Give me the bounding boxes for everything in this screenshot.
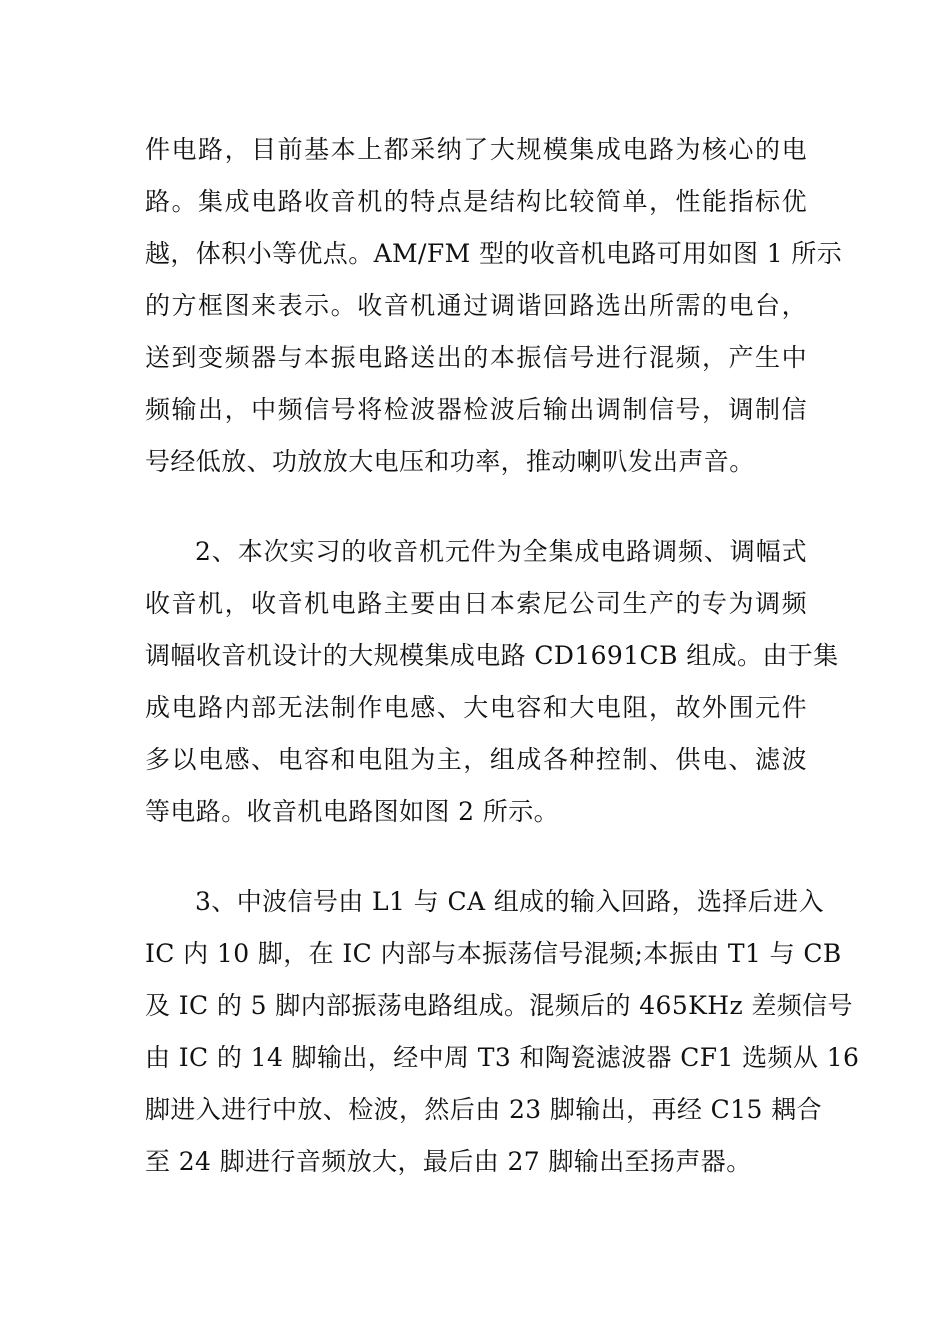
paragraph-3-line-6: 至 24 脚进行音频放大，最后由 27 脚输出至扬声器。 — [145, 1147, 752, 1176]
paragraph-2-line-5: 多以电感、电容和电阻为主，组成各种控制、供电、滤波 — [145, 745, 807, 774]
paragraph-1-line-1: 件电路，目前基本上都采纳了大规模集成电路为核心的电 — [145, 135, 807, 164]
paragraph-1-line-7: 号经低放、功放放大电压和功率，推动喇叭发出声音。 — [145, 447, 755, 476]
paragraph-3-line-5: 脚进入进行中放、检波，然后由 23 脚输出，再经 C15 耦合 — [145, 1095, 822, 1124]
paragraph-2-line-1: 2、本次实习的收音机元件为全集成电路调频、调幅式 — [195, 537, 807, 566]
paragraph-3-line-4: 由 IC 的 14 脚输出，经中周 T3 和陶瓷滤波器 CF1 选频从 16 — [145, 1043, 860, 1072]
paragraph-1-line-6: 频输出，中频信号将检波器检波后输出调制信号，调制信 — [145, 395, 807, 424]
paragraph-1-line-5: 送到变频器与本振电路送出的本振信号进行混频，产生中 — [145, 343, 807, 372]
paragraph-1-line-4: 的方框图来表示。收音机通过调谐回路选出所需的电台， — [145, 291, 807, 320]
paragraph-1-line-2: 路。集成电路收音机的特点是结构比较简单，性能指标优 — [145, 187, 807, 216]
paragraph-3-line-3: 及 IC 的 5 脚内部振荡电路组成。混频后的 465KHz 差频信号 — [145, 991, 853, 1020]
paragraph-1-line-3: 越，体积小等优点。AM/FM 型的收音机电路可用如图 1 所示 — [145, 239, 843, 268]
paragraph-2-line-2: 收音机，收音机电路主要由日本索尼公司生产的专为调频 — [145, 589, 807, 618]
paragraph-2-line-6: 等电路。收音机电路图如图 2 所示。 — [145, 797, 560, 826]
paragraph-2-line-3: 调幅收音机设计的大规模集成电路 CD1691CB 组成。由于集 — [145, 641, 839, 670]
paragraph-3-line-1: 3、中波信号由 L1 与 CA 组成的输入回路，选择后进入 — [195, 887, 824, 916]
paragraph-2-line-4: 成电路内部无法制作电感、大电容和大电阻，故外围元件 — [145, 693, 807, 722]
paragraph-3-line-2: IC 内 10 脚，在 IC 内部与本振荡信号混频;本振由 T1 与 CB — [145, 939, 842, 968]
